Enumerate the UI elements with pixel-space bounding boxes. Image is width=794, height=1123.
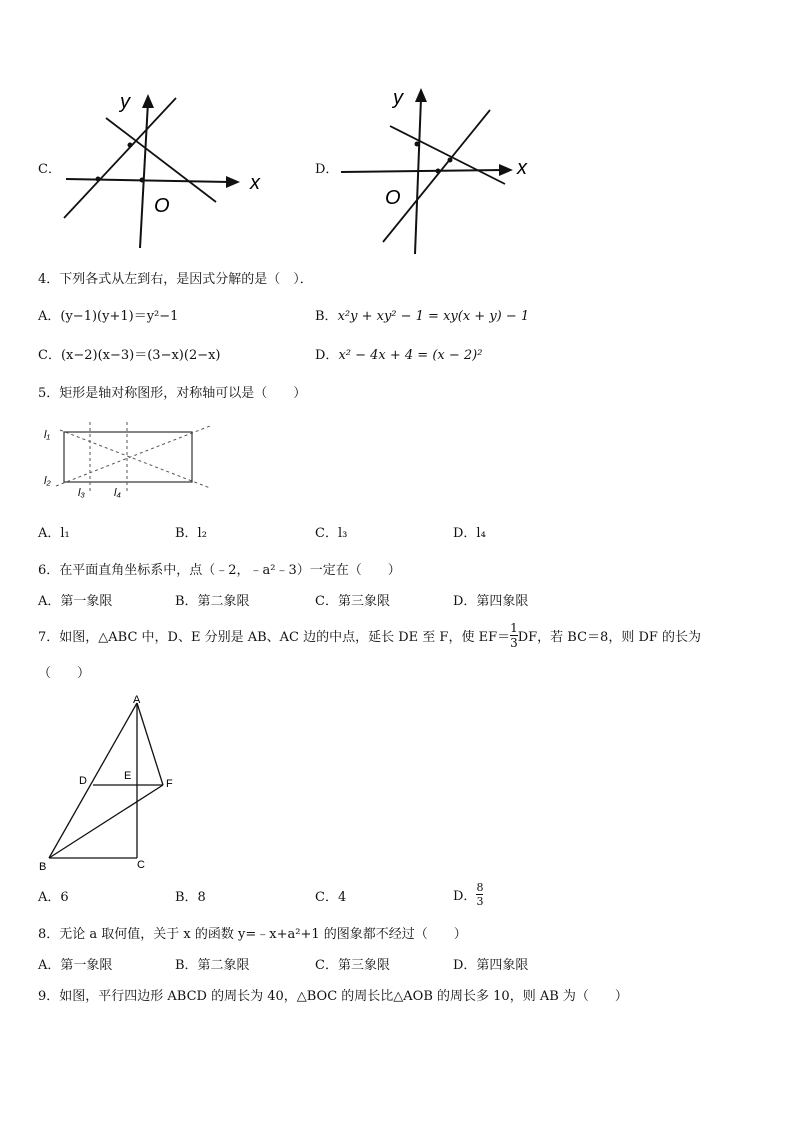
q6-option-c: C．第三象限	[315, 594, 390, 609]
graph-d-origin-label: O	[385, 187, 401, 209]
q4-option-a: A．(y−1)(y+1)＝y²−1	[38, 309, 179, 324]
q6-stem: 6．在平面直角坐标系中，点（﹣2，﹣a²﹣3）一定在（ ）	[38, 563, 401, 578]
q4-option-d: D．x² − 4x + 4 = (x − 2)²	[315, 348, 483, 363]
q4-option-b: B．x²y + xy² − 1 = xy(x + y) − 1	[315, 309, 530, 324]
q6-option-b: B．第二象限	[175, 594, 250, 609]
graph-c-origin-label: O	[154, 195, 170, 217]
q8-option-a: A．第一象限	[38, 958, 113, 973]
option-d-label: D．	[315, 162, 339, 177]
q7-paren: （ ）	[38, 666, 91, 681]
q9-stem: 9．如图，平行四边形 ABCD 的周长为 40，△BOC 的周长比△AOB 的周长多 10，则 AB 为（ ）	[38, 989, 628, 1004]
line-label-l4: l₄	[114, 487, 121, 499]
option-c-label: C．	[38, 162, 61, 177]
q7-option-c: C．4	[315, 890, 347, 905]
graph-d	[335, 82, 555, 260]
q4-stem: 4．下列各式从左到右，是因式分解的是（ ）．	[38, 272, 313, 287]
point-a-label: A	[133, 694, 141, 706]
point-c-label: C	[137, 859, 145, 871]
q5-option-d: D．l₄	[453, 526, 486, 541]
q5-stem: 5．矩形是轴对称图形，对称轴可以是（ ）	[38, 386, 307, 401]
line-label-l3: l₃	[78, 487, 85, 499]
q6-option-a: A．第一象限	[38, 594, 113, 609]
point-e-label: E	[124, 770, 132, 782]
q8-option-d: D．第四象限	[453, 958, 529, 973]
q7-fraction: $\frac{1}{3}$	[510, 621, 518, 650]
graph-c-x-label: x	[250, 172, 260, 194]
q5-option-b: B．l₂	[175, 526, 207, 541]
q8-option-c: C．第三象限	[315, 958, 390, 973]
triangle-diagram	[36, 690, 186, 872]
q7-option-d: D． $\frac{8}{3}$	[453, 881, 484, 908]
q7-stem: 7．如图，△ABC 中，D、E 分别是 AB、AC 边的中点，延长 DE 至 F，使 EF＝ $\frac{1}{3}$ DF，若 BC＝8，则 DF 的长为	[38, 621, 702, 650]
point-f-label: F	[166, 778, 173, 790]
q8-stem: 8．无论 a 取何值，关于 x 的函数 y=﹣x+a²+1 的图象都不经过（ ）	[38, 927, 467, 942]
graph-c	[58, 90, 278, 255]
q7-option-b: B．8	[175, 890, 206, 905]
q5-option-a: A．l₁	[38, 526, 70, 541]
graph-c-y-label: y	[120, 91, 130, 113]
line-label-l2: l₂	[44, 475, 51, 487]
point-b-label: B	[39, 861, 47, 872]
line-label-l1: l₁	[44, 429, 50, 441]
q8-option-b: B．第二象限	[175, 958, 250, 973]
q5-option-c: C．l₃	[315, 526, 348, 541]
rectangle-diagram	[38, 418, 218, 502]
q7-option-d-fraction: $\frac{8}{3}$	[476, 881, 484, 908]
q6-option-d: D．第四象限	[453, 594, 529, 609]
point-d-label: D	[79, 775, 87, 787]
q4-option-c: C．(x−2)(x−3)＝(3−x)(2−x)	[38, 348, 221, 363]
graph-d-x-label: x	[517, 157, 527, 179]
graph-d-y-label: y	[393, 87, 403, 109]
q7-option-a: A．6	[38, 890, 69, 905]
